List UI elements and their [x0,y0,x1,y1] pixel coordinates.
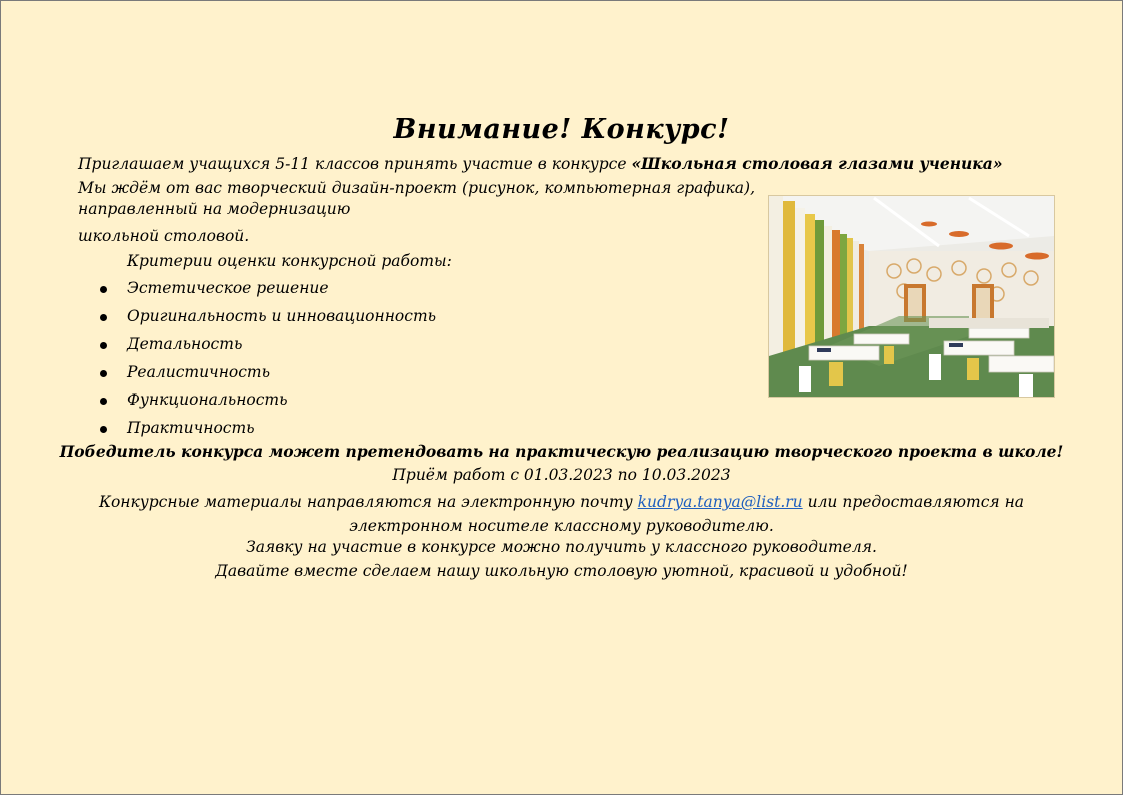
list-item [100,363,436,391]
bullet-icon [100,426,107,433]
email-link[interactable]: kudrya.tanya@list.ru [637,493,803,511]
list-item [100,335,436,363]
list-item-label: Эстетическое решение [127,279,329,297]
cafeteria-photo [768,195,1055,398]
bullet-icon [100,314,107,321]
submission-text-after: или предоставляются на [802,493,1025,511]
list-item [100,391,436,419]
cafeteria-illustration [769,196,1054,397]
winner-note: Победитель конкурса может претендовать на практическую реализацию творческого проекта в школе! [59,442,1064,461]
criteria-list [100,279,436,447]
page-title: Внимание! Конкурс! [393,114,730,145]
intro-text: Приглашаем учащихся 5-11 классов принять участие в конкурсе [78,155,632,173]
list-item-label: Реалистичность [127,363,271,381]
submission-dates: Приём работ с 01.03.2023 по 10.03.2023 [392,466,731,484]
bullet-icon [100,342,107,349]
bullet-icon [100,286,107,293]
application-note: Заявку на участие в конкурсе можно получить у классного руководителя. [246,538,877,556]
list-item-label: Оригинальность и инновационность [127,307,437,325]
bullet-icon [100,398,107,405]
list-item [100,279,436,307]
description-paragraph: Мы ждём от вас творческий дизайн-проект (рисунок, компьютерная графика), направленный на модернизацию [78,179,755,218]
list-item-label: Детальность [127,335,243,353]
bullet-icon [100,370,107,377]
closing-note: Давайте вместе сделаем нашу школьную столовую уютной, красивой и удобной! [215,562,908,580]
submission-info [0,490,1123,538]
list-item [100,307,436,335]
criteria-title: Критерии оценки конкурсной работы: [127,252,452,270]
contest-name: «Школьная столовая глазами ученика» [631,154,1003,173]
submission-text-line2: электронном носителе классному руководителю. [349,517,774,535]
list-item-label: Функциональность [127,391,288,409]
intro-line [78,154,1003,173]
submission-text: Конкурсные материалы направляются на электронную почту [98,493,638,511]
list-item-label: Практичность [127,419,255,437]
description-end: школьной столовой. [78,227,250,245]
